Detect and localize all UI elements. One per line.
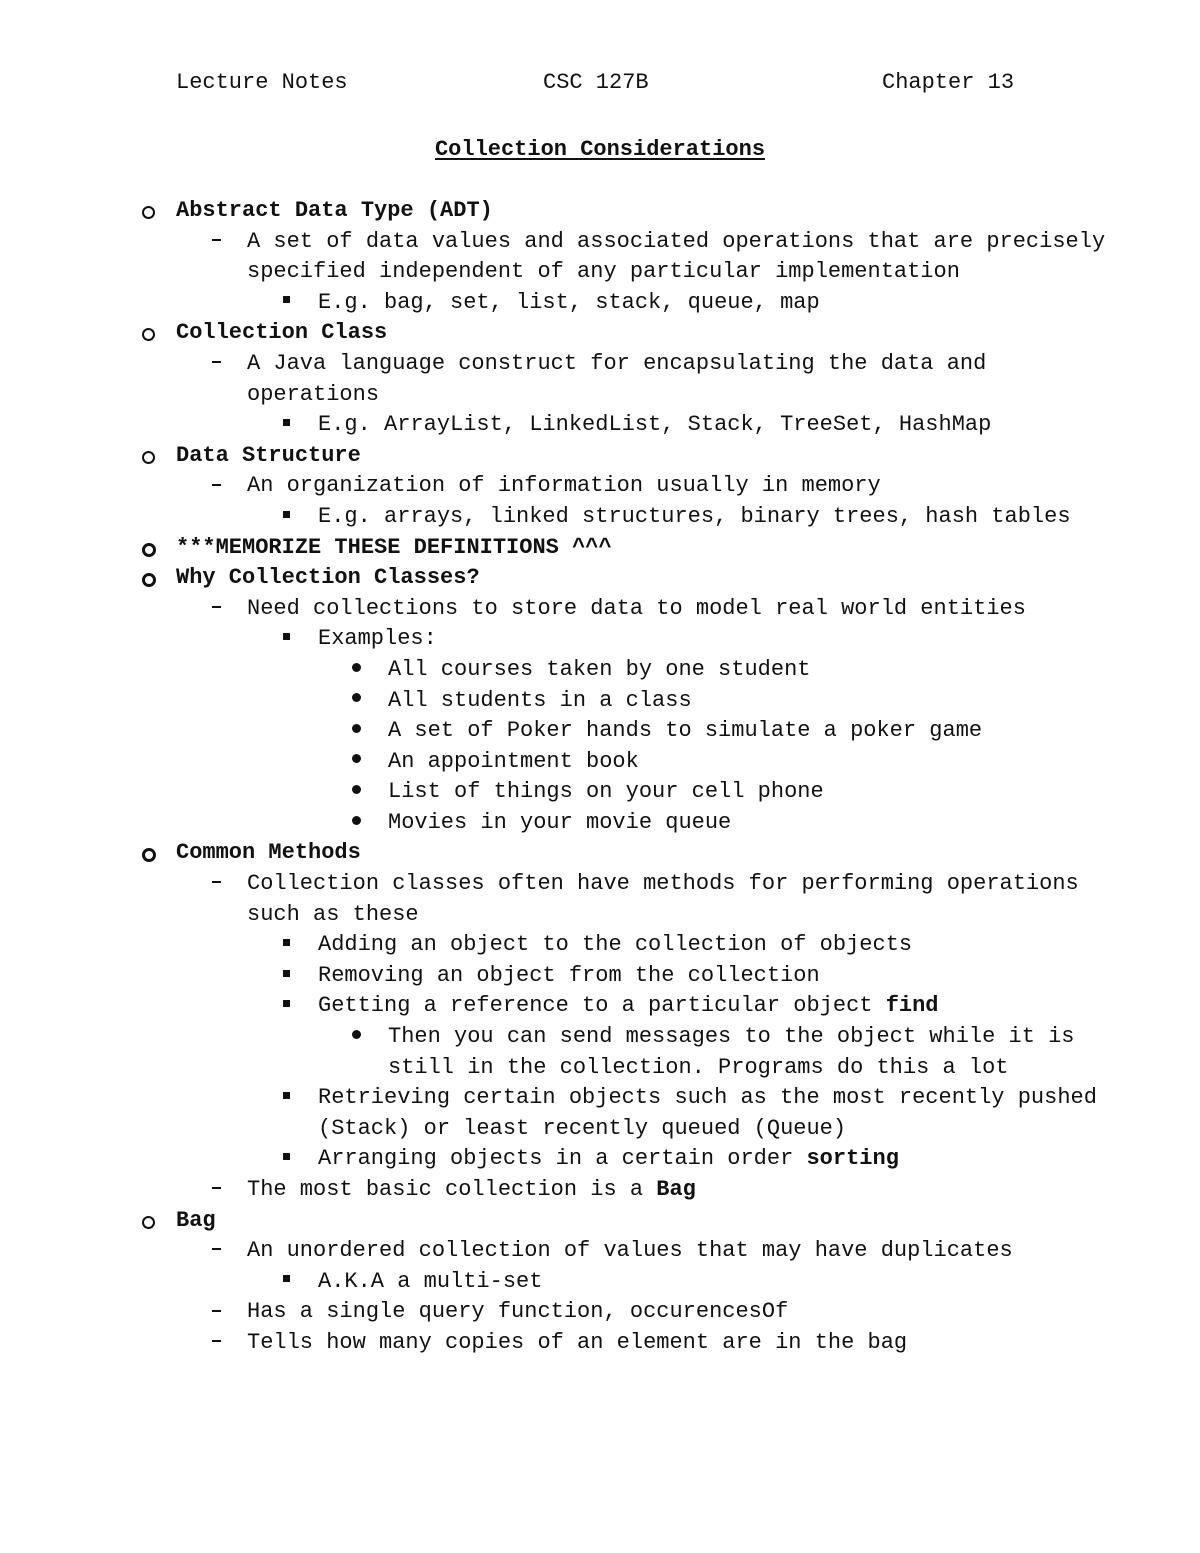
outline-item-text: All students in a class bbox=[388, 687, 692, 713]
outline-item-emphasis: sorting bbox=[806, 1146, 899, 1172]
outline-item-level-1 bbox=[0, 563, 1200, 594]
outline-item-level-4 bbox=[0, 686, 1200, 717]
header-chapter: Chapter 13 bbox=[882, 70, 1015, 95]
dash-bullet-icon bbox=[212, 349, 221, 380]
outline-item-level-2 bbox=[0, 1236, 1200, 1267]
outline-item-level-3 bbox=[0, 624, 1200, 655]
outline-item-text: The most basic collection is a bbox=[247, 1177, 657, 1202]
outline-item-text: A set of data values and associated operations that are precisely specified independent of any particular implementation bbox=[247, 228, 1119, 285]
outline-item-text: Need collections to store data to model real world entities bbox=[247, 595, 1026, 621]
outline-item-level-1 bbox=[0, 196, 1200, 227]
outline-item-text: ***MEMORIZE THESE DEFINITIONS ^^^ bbox=[176, 534, 612, 560]
outline-item-text: Removing an object from the collection bbox=[318, 962, 820, 988]
outline-item-text: Abstract Data Type (ADT) bbox=[176, 198, 493, 223]
outline-item-text: Tells how many copies of an element are in the bag bbox=[247, 1329, 908, 1355]
document-title: Collection Considerations bbox=[434, 137, 766, 162]
outline-list bbox=[0, 196, 1200, 1359]
dot-bullet-icon bbox=[352, 655, 361, 686]
square-bullet-icon bbox=[283, 288, 290, 319]
square-bullet-icon bbox=[283, 930, 290, 961]
header-course-code: CSC 127B bbox=[543, 70, 649, 95]
outline-item-level-3 bbox=[0, 288, 1200, 319]
outline-item-level-3 bbox=[0, 930, 1200, 961]
outline-item-text: E.g. bag, set, list, stack, queue, map bbox=[318, 289, 820, 315]
outline-item-level-4 bbox=[0, 655, 1200, 686]
outline-item-level-2 bbox=[0, 227, 1200, 288]
square-bullet-icon bbox=[283, 410, 290, 441]
circle-bold-bullet-icon bbox=[142, 533, 156, 568]
outline-item-level-3 bbox=[0, 1267, 1200, 1298]
dash-bullet-icon bbox=[212, 1328, 221, 1359]
outline-item-level-3 bbox=[0, 1083, 1200, 1144]
outline-item-text: A.K.A a multi-set bbox=[318, 1268, 543, 1294]
outline-item-emphasis: Bag bbox=[656, 1177, 696, 1202]
outline-item-text: Then you can send messages to the object while it is still in the collection. Programs do this a lot bbox=[388, 1024, 1088, 1080]
outline-item-text: List of things on your cell phone bbox=[388, 779, 824, 805]
outline-item-text: E.g. ArrayList, LinkedList, Stack, TreeSet, HashMap bbox=[318, 412, 992, 438]
outline-item-level-1 bbox=[0, 533, 1200, 564]
outline-item-text: E.g. arrays, linked structures, binary trees, hash tables bbox=[318, 503, 1071, 529]
outline-item-text: Has a single query function, occurencesOf bbox=[247, 1299, 789, 1325]
outline-item-level-1 bbox=[0, 1206, 1200, 1237]
circle-bullet-icon bbox=[142, 441, 155, 475]
outline-item-level-3 bbox=[0, 991, 1200, 1022]
dot-bullet-icon bbox=[352, 747, 361, 778]
outline-item-text: Arranging objects in a certain order bbox=[318, 1146, 807, 1172]
outline-item-text: Why Collection Classes? bbox=[176, 565, 480, 591]
outline-item-level-2 bbox=[0, 869, 1200, 930]
dash-bullet-icon bbox=[212, 227, 221, 258]
outline-item-text: An organization of information usually in memory bbox=[247, 473, 881, 499]
outline-item-level-2 bbox=[0, 1328, 1200, 1359]
outline-item-text: Getting a reference to a particular object bbox=[318, 993, 886, 1019]
outline-item-text: Movies in your movie queue bbox=[388, 809, 732, 835]
outline-item-text: A set of Poker hands to simulate a poker game bbox=[388, 718, 983, 744]
square-bullet-icon bbox=[283, 1267, 290, 1298]
outline-item-level-4 bbox=[0, 1022, 1200, 1083]
outline-item-level-4 bbox=[0, 747, 1200, 778]
outline-item-text: Collection Class bbox=[176, 320, 388, 346]
outline-item-level-4 bbox=[0, 808, 1200, 839]
circle-bold-bullet-icon bbox=[142, 838, 156, 873]
square-bullet-icon bbox=[283, 1083, 290, 1114]
outline-item-text: Retrieving certain objects such as the most recently pushed (Stack) or least recently queued (Queue) bbox=[318, 1085, 1111, 1141]
circle-bullet-icon bbox=[142, 196, 155, 230]
circle-bullet-icon bbox=[142, 1206, 155, 1240]
circle-bold-bullet-icon bbox=[142, 563, 156, 598]
outline-item-level-3 bbox=[0, 961, 1200, 992]
outline-item-level-3 bbox=[0, 410, 1200, 441]
outline-item-level-4 bbox=[0, 716, 1200, 747]
outline-item-level-3 bbox=[0, 502, 1200, 533]
square-bullet-icon bbox=[283, 961, 290, 992]
outline-item-text: Bag bbox=[176, 1207, 216, 1233]
outline-item-text: An appointment book bbox=[388, 748, 639, 774]
outline-item-text: Adding an object to the collection of objects bbox=[318, 932, 913, 958]
dash-bullet-icon bbox=[212, 1236, 221, 1267]
square-bullet-icon bbox=[283, 991, 290, 1022]
dash-bullet-icon bbox=[212, 869, 221, 900]
circle-bullet-icon bbox=[142, 318, 155, 352]
dash-bullet-icon bbox=[212, 1175, 221, 1206]
outline-item-emphasis: find bbox=[885, 993, 939, 1019]
dot-bullet-icon bbox=[352, 1022, 361, 1053]
outline-item-text: A Java language construct for encapsulating the data and operations bbox=[247, 350, 1000, 407]
header-course-notes: Lecture Notes bbox=[176, 70, 348, 95]
outline-item-level-2 bbox=[0, 471, 1200, 502]
dash-bullet-icon bbox=[212, 1297, 221, 1328]
dash-bullet-icon bbox=[212, 471, 221, 502]
outline-item-text: Common Methods bbox=[176, 840, 361, 866]
dash-bullet-icon bbox=[212, 594, 221, 625]
outline-item-level-4 bbox=[0, 777, 1200, 808]
page-header bbox=[0, 70, 1200, 100]
square-bullet-icon bbox=[283, 502, 290, 533]
outline-item-level-1 bbox=[0, 318, 1200, 349]
outline-item-level-1 bbox=[0, 441, 1200, 472]
outline-item-level-2 bbox=[0, 349, 1200, 410]
outline-item-text: All courses taken by one student bbox=[388, 656, 811, 682]
square-bullet-icon bbox=[283, 624, 290, 655]
outline-item-text: An unordered collection of values that may have duplicates bbox=[247, 1238, 1013, 1264]
square-bullet-icon bbox=[283, 1144, 290, 1175]
outline-item-text: Collection classes often have methods for performing operations such as these bbox=[247, 871, 1092, 927]
outline-item-level-2 bbox=[0, 1297, 1200, 1328]
outline-item-text: Examples: bbox=[318, 626, 437, 652]
dot-bullet-icon bbox=[352, 716, 361, 747]
outline-item-text: Data Structure bbox=[176, 442, 361, 468]
dot-bullet-icon bbox=[352, 808, 361, 839]
outline-item-level-2 bbox=[0, 1175, 1200, 1206]
outline-item-level-1 bbox=[0, 838, 1200, 869]
outline-item-level-3 bbox=[0, 1144, 1200, 1175]
dot-bullet-icon bbox=[352, 777, 361, 808]
dot-bullet-icon bbox=[352, 686, 361, 717]
outline-item-level-2 bbox=[0, 594, 1200, 625]
